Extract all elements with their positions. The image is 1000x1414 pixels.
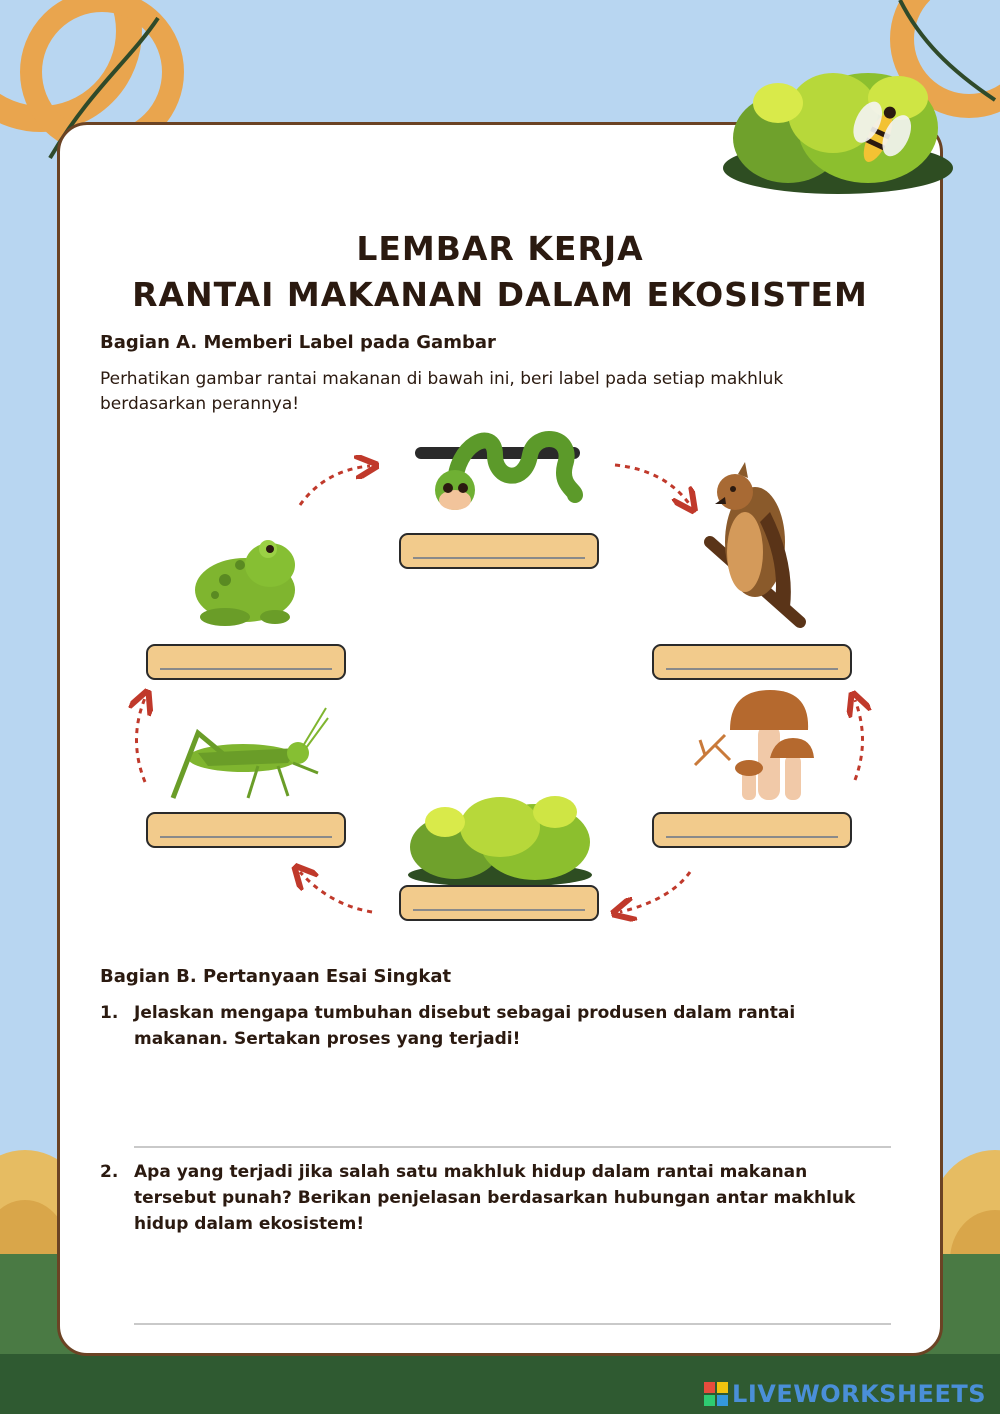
label-box-mushroom[interactable] <box>652 812 852 848</box>
label-line <box>413 557 585 559</box>
eagle-icon <box>700 462 810 632</box>
label-box-grass[interactable] <box>399 885 599 921</box>
label-box-frog[interactable] <box>146 644 346 680</box>
question-2-number: 2. <box>100 1162 119 1182</box>
label-line <box>413 909 585 911</box>
title-line-1: LEMBAR KERJA <box>356 229 644 268</box>
liveworksheets-logo-icon <box>704 1382 728 1406</box>
section-b-heading: Bagian B. Pertanyaan Esai Singkat <box>100 966 452 987</box>
answer-line-1[interactable] <box>134 1146 891 1148</box>
liveworksheets-text: LIVEWORKSHEETS <box>732 1380 986 1408</box>
label-line <box>666 836 838 838</box>
snake-icon <box>415 425 585 515</box>
liveworksheets-logo <box>704 1380 986 1408</box>
label-box-snake[interactable] <box>399 533 599 569</box>
title-line-2: RANTAI MAKANAN DALAM EKOSISTEM <box>132 275 868 314</box>
question-1-number: 1. <box>100 1003 119 1023</box>
grasshopper-icon <box>168 708 328 803</box>
question-1-text: Jelaskan mengapa tumbuhan disebut sebagai produsen dalam rantai makanan. Sertakan proses yang terjadi! <box>134 1003 796 1049</box>
label-box-grasshopper[interactable] <box>146 812 346 848</box>
label-line <box>160 836 332 838</box>
section-a-instruction: Perhatikan gambar rantai makanan di bawah ini, beri label pada setiap makhluk berdasarkan perannya! <box>100 369 784 414</box>
label-line <box>666 668 838 670</box>
answer-line-2[interactable] <box>134 1323 891 1325</box>
mushroom-icon <box>690 690 815 805</box>
label-box-eagle[interactable] <box>652 644 852 680</box>
grass-icon <box>405 787 595 887</box>
frog-icon <box>190 535 305 630</box>
label-line <box>160 668 332 670</box>
section-a-heading: Bagian A. Memberi Label pada Gambar <box>100 332 496 353</box>
question-2-text: Apa yang terjadi jika salah satu makhluk hidup dalam rantai makanan tersebut punah? Berikan penjelasan berdasarkan hubungan antar makhluk hidup dalam ekosistem! <box>134 1162 856 1234</box>
